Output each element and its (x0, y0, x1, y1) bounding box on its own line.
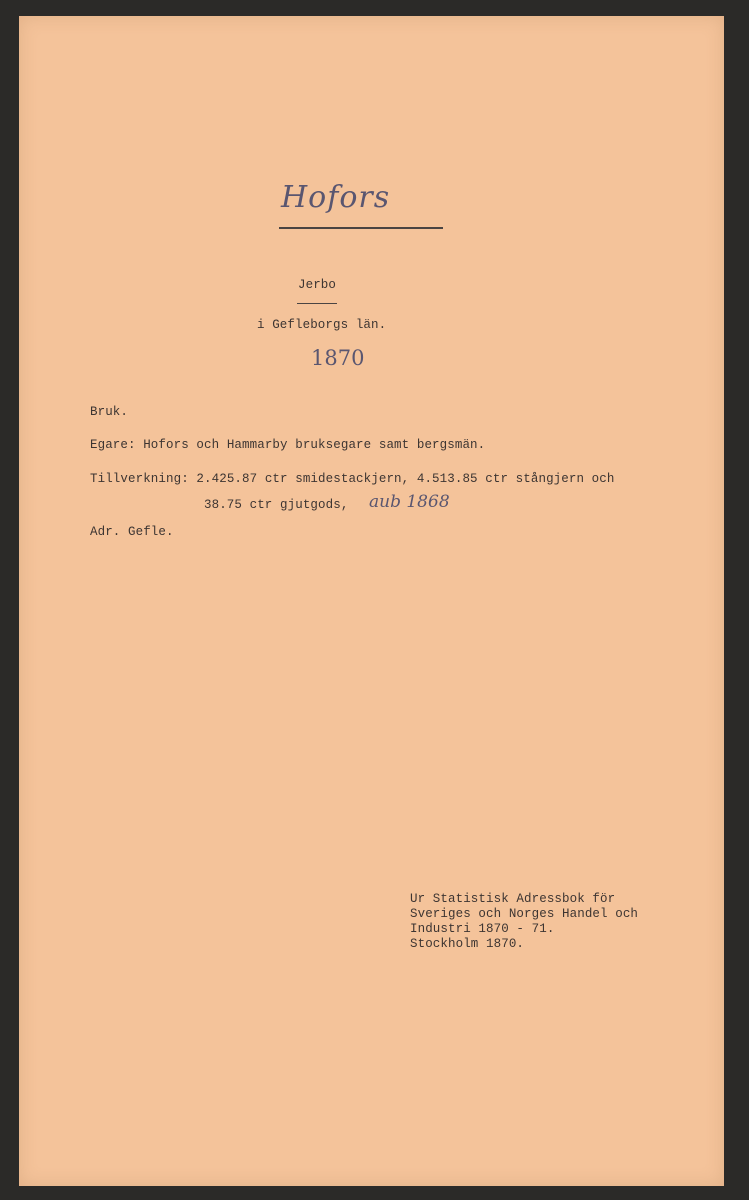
source-line-1: Ur Statistisk Adressbok för (410, 892, 616, 906)
title-underline (279, 227, 443, 229)
owner-line: Egare: Hofors och Hammarby bruksegare samt bergsmän. (90, 438, 486, 452)
production-line-2: 38.75 ctr gjutgods, (204, 498, 349, 512)
place-name: Jerbo (298, 278, 337, 292)
source-line-3: Industri 1870 - 71. (410, 922, 555, 936)
type-line: Bruk. (90, 405, 129, 419)
county-line: i Gefleborgs län. (257, 318, 387, 332)
handwritten-year: 1870 (311, 346, 365, 370)
address-line: Adr. Gefle. (90, 525, 174, 539)
handwritten-note: aub 1868 (369, 492, 450, 512)
place-underline (297, 303, 337, 304)
handwritten-title: Hofors (281, 180, 391, 215)
production-line-1: Tillverkning: 2.425.87 ctr smidestackjern, 4.513.85 ctr stångjern och (90, 472, 615, 486)
source-line-2: Sveriges och Norges Handel och (410, 907, 639, 921)
source-line-4: Stockholm 1870. (410, 937, 525, 951)
document-page (19, 16, 724, 1186)
